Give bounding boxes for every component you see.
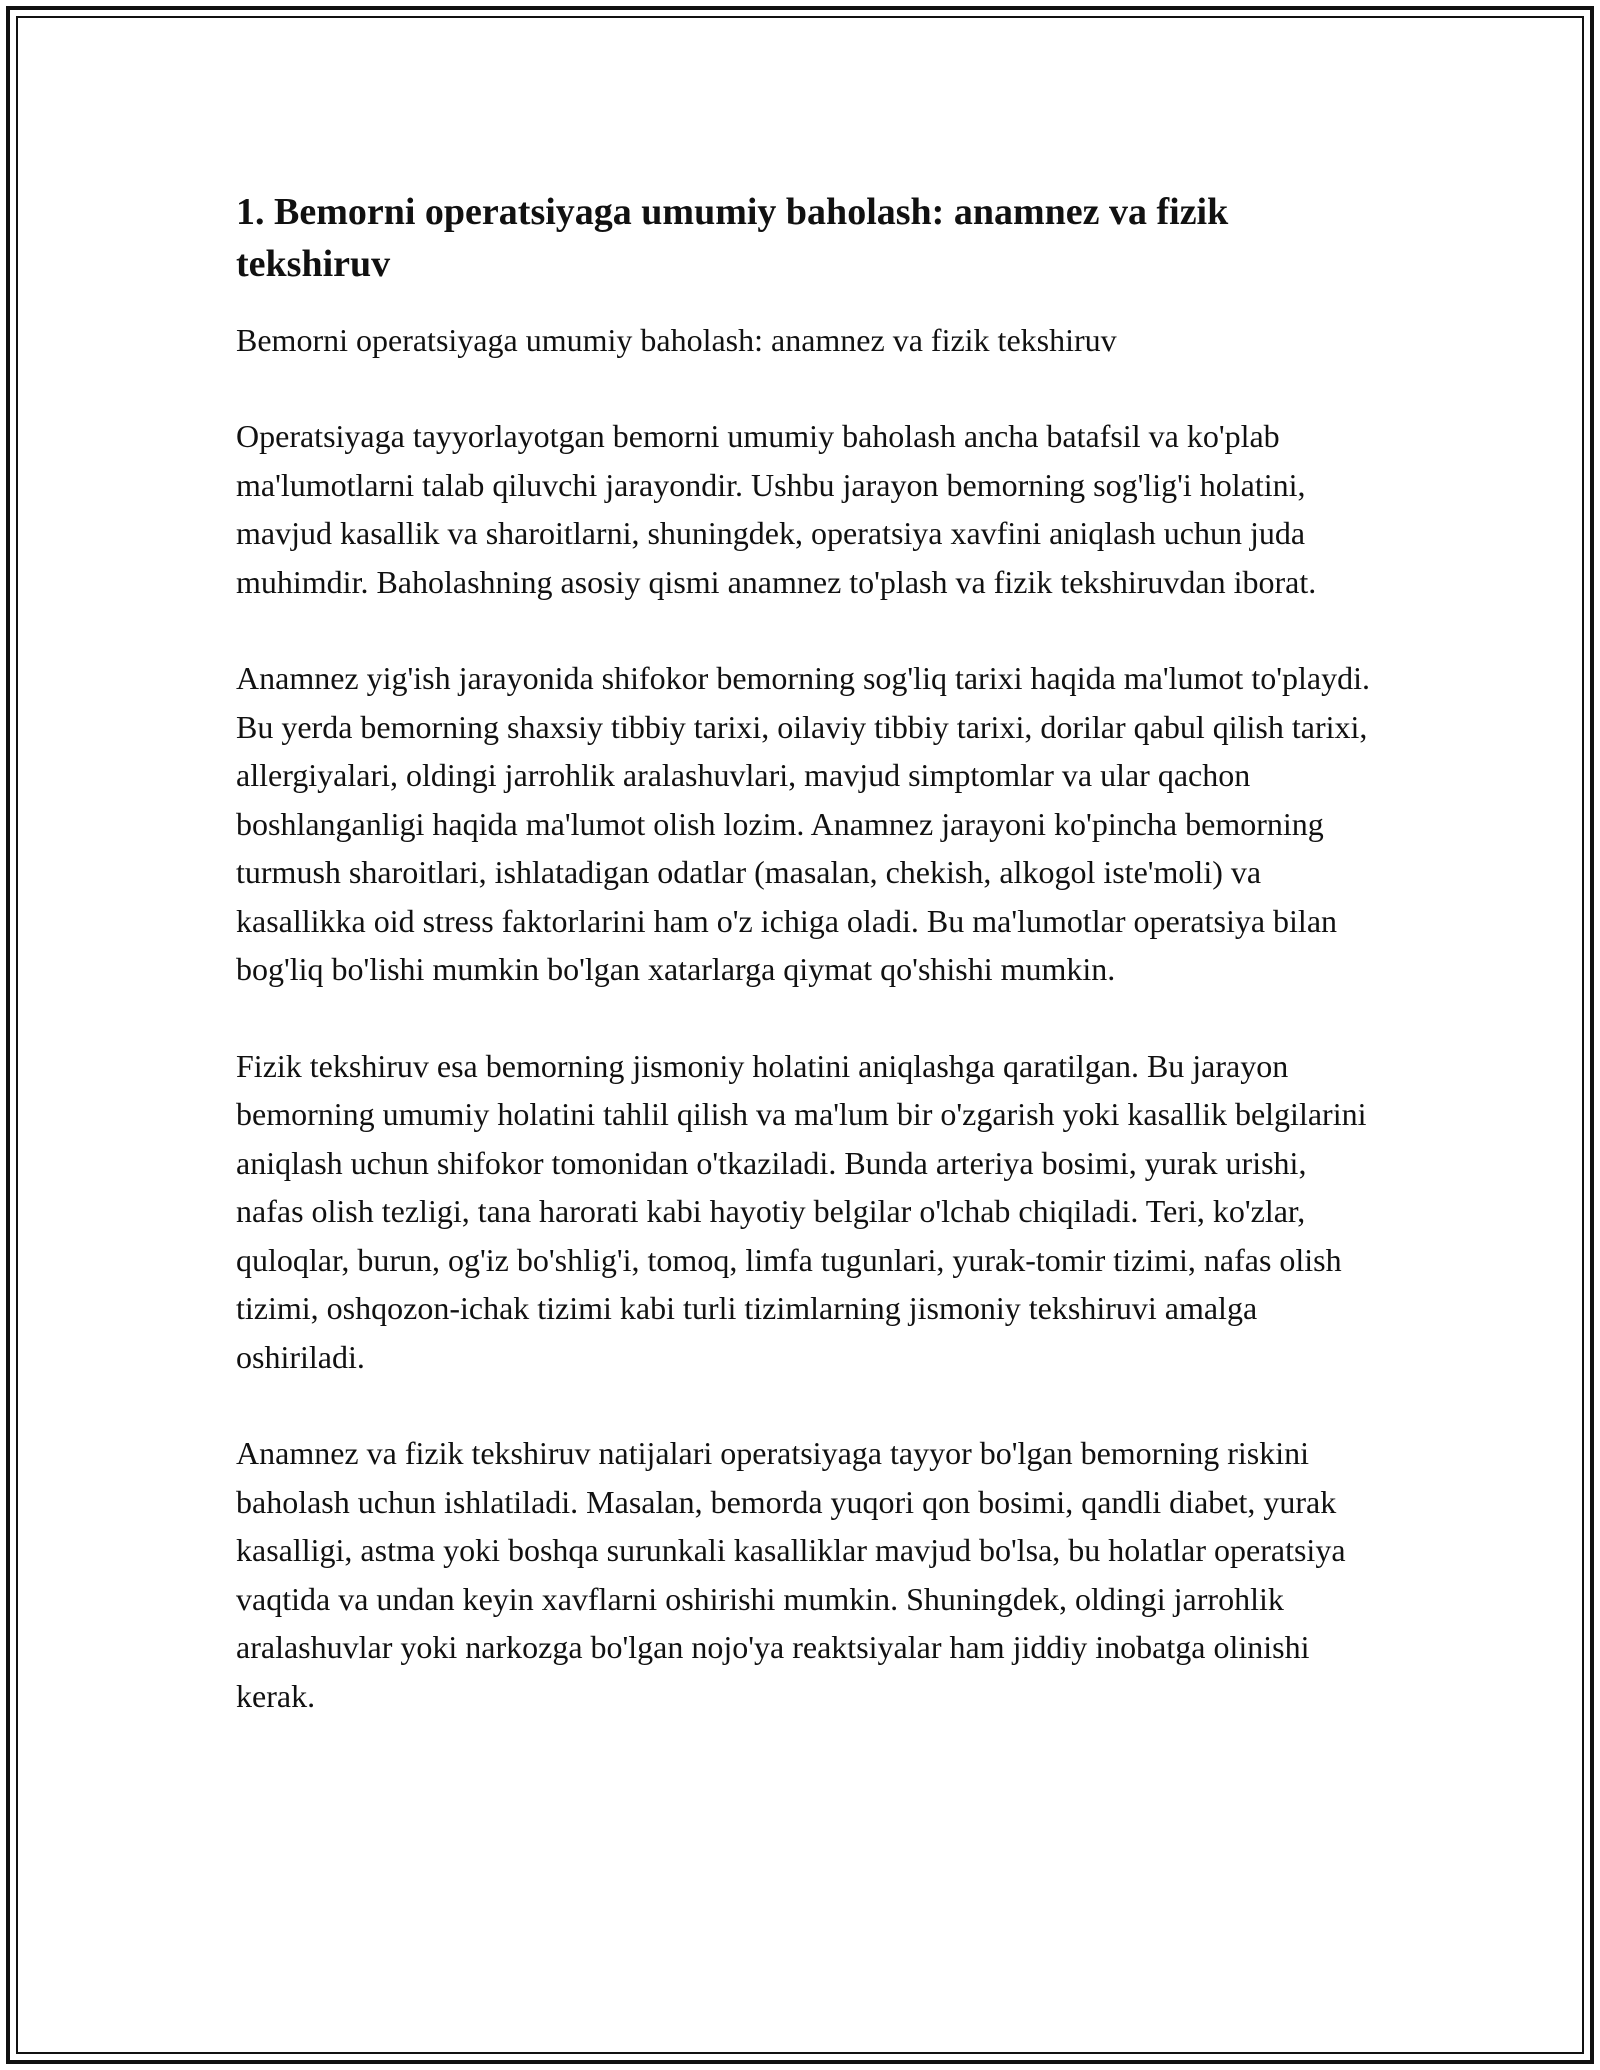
paragraph-anamnesis: Anamnez yig'ish jarayonida shifokor bemorning sog'liq tarixi haqida ma'lumot to'playdi. Bu yerda bemorning shaxsiy tibbiy tarixi, oilaviy tibbiy tarixi, dorilar qabul qilish tarixi, allergiyalari, oldingi jarrohlik aralashuvlari, mavjud simptomlar va ular qachon boshlanganligi haqida ma'lumot olish lozim. Anamnez jarayoni ko'pincha bemorning turmush sharoitlari, ishlatadigan odatlar (masalan, chekish, alkogol iste'moli) va kasallikka oid stress faktorlarini ham o'z ichiga oladi. Bu ma'lumotlar operatsiya bilan bog'liq bo'lishi mumkin bo'lgan xatarlarga qiymat qo'shishi mumkin.: [236, 660, 1370, 987]
paragraph-intro: Operatsiyaga tayyorlayotgan bemorni umumiy baholash ancha batafsil va ko'plab ma'lumotlarni talab qiluvchi jarayondir. Ushbu jarayon bemorning sog'lig'i holatini, mavjud kasallik va sharoitlarni, shuningdek, operatsiya xavfini aniqlash uchun juda muhimdir. Baholashning asosiy qismi anamnez to'plash va fizik tekshiruvdan iborat.: [236, 418, 1317, 600]
paragraph-physical-exam: Fizik tekshiruv esa bemorning jismoniy holatini aniqlashga qaratilgan. Bu jarayon bemorning umumiy holatini tahlil qilish va ma'lum bir o'zgarish yoki kasallik belgilarini aniqlash uchun shifokor tomonidan o'tkaziladi. Bunda arteriya bosimi, yurak urishi, nafas olish tezligi, tana harorati kabi hayotiy belgilar o'lchab chiqiladi. Teri, ko'zlar, quloqlar, burun, og'iz bo'shlig'i, tomoq, limfa tugunlari, yurak-tomir tizimi, nafas olish tizimi, oshqozon-ichak tizimi kabi turli tizimlarning jismoniy tekshiruvi amalga oshiriladi.: [236, 1047, 1367, 1375]
paragraph-risk-assessment: Anamnez va fizik tekshiruv natijalari operatsiyaga tayyor bo'lgan bemorning riskini baholash uchun ishlatiladi. Masalan, bemorda yuqori qon bosimi, qandli diabet, yurak kasalligi, astma yoki boshqa surunkali kasalliklar mavjud bo'lsa, bu holatlar operatsiya vaqtida va undan keyin xavflarni oshirishi mumkin. Shuningdek, oldingi jarrohlik aralashuvlar yoki narkozga bo'lgan nojo'ya reaktsiyalar ham jiddiy inobatga olinishi kerak.: [236, 1435, 1346, 1714]
section-subtitle: Bemorni operatsiyaga umumiy baholash: anamnez va fizik tekshiruv: [236, 322, 1117, 358]
document-body: [236, 186, 1376, 1768]
section-heading: 1. Bemorni operatsiyaga umumiy baholash: anamnez va fizik tekshiruv: [236, 191, 1229, 285]
